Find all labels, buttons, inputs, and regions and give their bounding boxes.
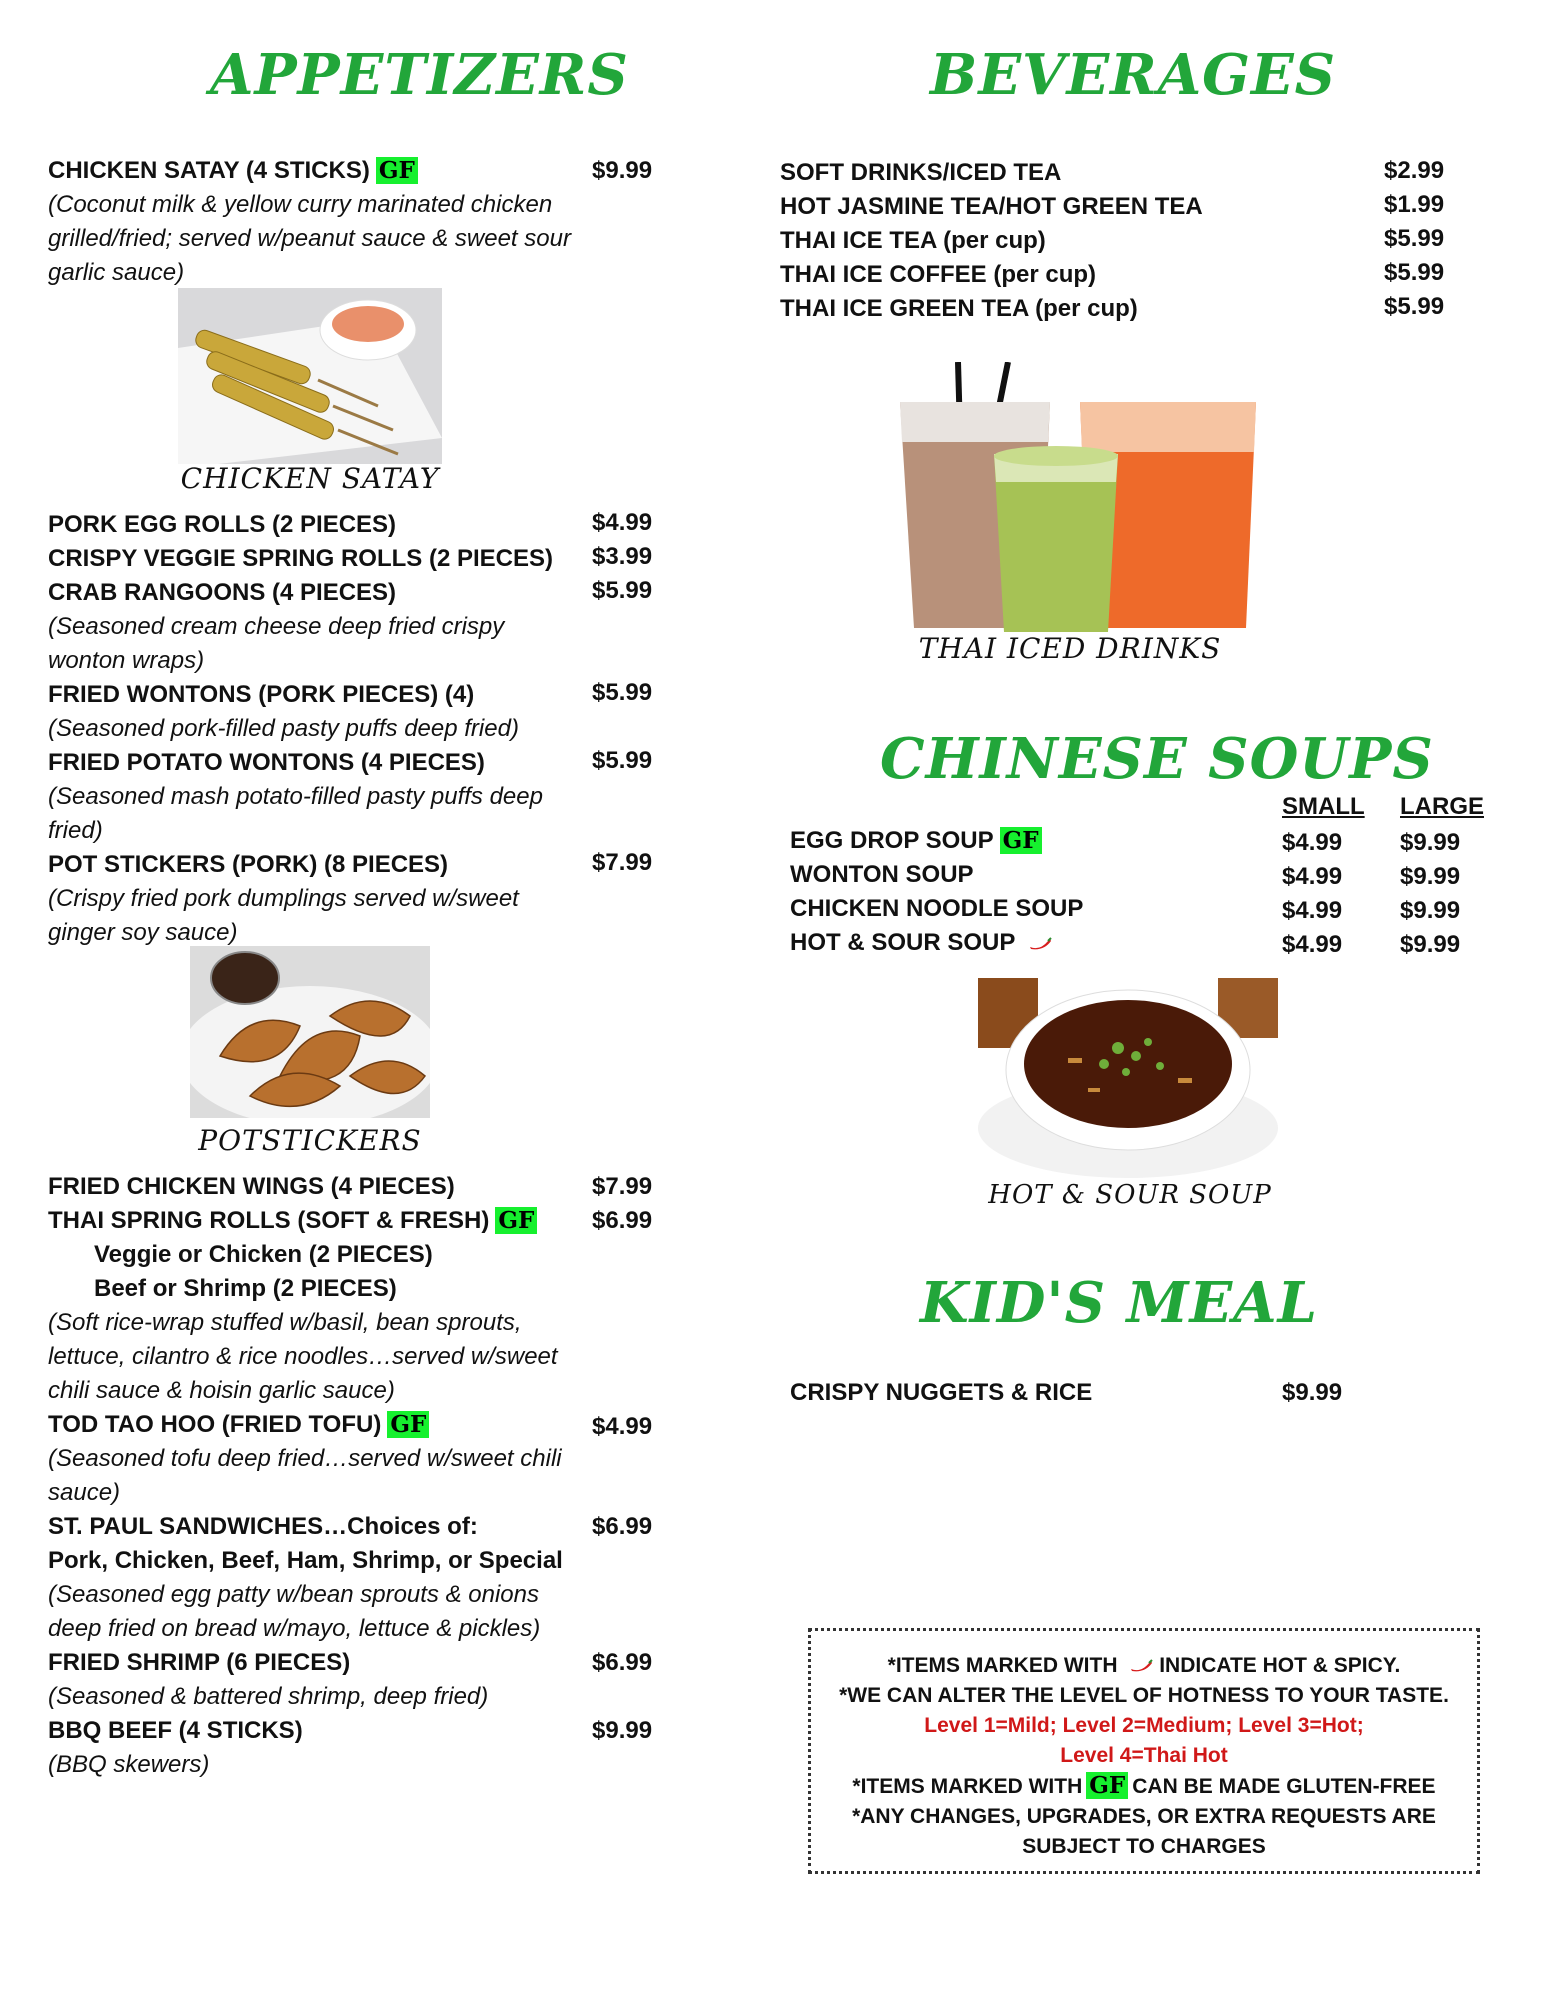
desc-thai-spring-rolls: (Soft rice-wrap stuffed w/basil, bean sprouts, lettuce, cilantro & rice noodles…served w/sweet chili sauce & hoisin garlic sauce): [48, 1309, 558, 1404]
item-thai-spring-rolls: [48, 1204, 537, 1238]
desc-crab-rangoons: (Seasoned cream cheese deep fried crispy wonton wraps): [48, 613, 505, 674]
desc-fried-wontons: (Seasoned pork-filled pasty puffs deep fried): [48, 715, 519, 742]
beverage-price: $1.99: [1384, 191, 1445, 218]
kids-meal-item: CRISPY NUGGETS & RICE: [790, 1379, 1093, 1406]
price-pot-stickers: $7.99: [592, 849, 653, 876]
thai-iced-drinks-image: [890, 362, 1256, 632]
chili-pepper-icon: [1129, 1659, 1153, 1673]
gf-badge: GF: [1086, 1772, 1128, 1799]
caption-potstickers: POTSTICKERS: [198, 1124, 422, 1157]
soup-name: CHICKEN NOODLE SOUP: [790, 895, 1084, 922]
price-chicken-wings: $7.99: [592, 1173, 653, 1200]
heading-kids-meal: KID'S MEAL: [920, 1270, 1319, 1336]
beverage-price: $5.99: [1384, 225, 1445, 252]
soup-large-price: $9.99: [1400, 897, 1461, 924]
price-veggie-spring-rolls: $3.99: [592, 543, 653, 570]
soup-row: [790, 926, 1052, 960]
desc-fried-shrimp: (Seasoned & battered shrimp, deep fried): [48, 1683, 489, 1710]
chili-pepper-icon: [1028, 937, 1052, 951]
option-beef-shrimp: Beef or Shrimp (2 PIECES): [94, 1275, 397, 1302]
item-chicken-wings: FRIED CHICKEN WINGS (4 PIECES): [48, 1173, 455, 1200]
price-fried-wontons: $5.99: [592, 679, 653, 706]
option-veggie-chicken: Veggie or Chicken (2 PIECES): [94, 1241, 433, 1268]
note-hotness: *WE CAN ALTER THE LEVEL OF HOTNESS TO YOUR TASTE.: [839, 1684, 1449, 1707]
beverage-name: SOFT DRINKS/ICED TEA: [780, 159, 1062, 186]
price-chicken-satay: $9.99: [592, 157, 653, 184]
soup-small-price: $4.99: [1282, 863, 1343, 890]
chicken-satay-image: [178, 288, 442, 464]
note-levels: Level 1=Mild; Level 2=Medium; Level 3=Hot;: [924, 1714, 1364, 1737]
potstickers-image: [190, 946, 430, 1118]
soup-small-price: $4.99: [1282, 931, 1343, 958]
item-pot-stickers: POT STICKERS (PORK) (8 PIECES): [48, 851, 449, 878]
soup-small-header: SMALL: [1282, 793, 1365, 820]
gf-badge: GF: [376, 157, 418, 184]
soup-small-price: $4.99: [1282, 829, 1343, 856]
caption-hot-sour-soup: HOT & SOUR SOUP: [988, 1180, 1272, 1210]
item-fried-shrimp: FRIED SHRIMP (6 PIECES): [48, 1649, 351, 1676]
gf-badge: GF: [1000, 827, 1042, 854]
item-veggie-spring-rolls: CRISPY VEGGIE SPRING ROLLS (2 PIECES): [48, 545, 553, 572]
price-tod-tao-hoo: $4.99: [592, 1413, 653, 1440]
caption-thai-iced-drinks: THAI ICED DRINKS: [918, 632, 1222, 665]
beverage-name: THAI ICE COFFEE (per cup): [780, 261, 1097, 288]
desc-potato-wontons: (Seasoned mash potato-filled pasty puffs deep fried): [48, 783, 543, 844]
beverage-price: $2.99: [1384, 157, 1445, 184]
soup-large-price: $9.99: [1400, 931, 1461, 958]
beverage-name: THAI ICE GREEN TEA (per cup): [780, 295, 1138, 322]
item-name: THAI SPRING ROLLS (SOFT & FRESH): [48, 1207, 490, 1234]
desc-st-paul-sandwiches: (Seasoned egg patty w/bean sprouts & onions deep fried on bread w/mayo, lettuce & pickles): [48, 1581, 541, 1642]
note-spicy: *ITEMS MARKED WITH INDICATE HOT & SPICY.: [887, 1654, 1401, 1677]
desc-chicken-satay: (Coconut milk & yellow curry marinated chicken grilled/fried; served w/peanut sauce & sweet sour garlic sauce): [48, 191, 571, 286]
price-crab-rangoons: $5.99: [592, 577, 653, 604]
price-pork-egg-rolls: $4.99: [592, 509, 653, 536]
desc-tod-tao-hoo: (Seasoned tofu deep fried…served w/sweet chili sauce): [48, 1445, 562, 1506]
price-st-paul-sandwiches: $6.99: [592, 1513, 653, 1540]
gf-badge: GF: [495, 1207, 537, 1234]
soup-large-price: $9.99: [1400, 863, 1461, 890]
item-tod-tao-hoo: [48, 1408, 429, 1442]
item-bbq-beef: BBQ BEEF (4 STICKS): [48, 1717, 303, 1744]
price-thai-spring-rolls: $6.99: [592, 1207, 653, 1234]
soup-name: HOT & SOUR SOUP: [790, 929, 1015, 956]
note-charges-2: SUBJECT TO CHARGES: [1022, 1835, 1266, 1858]
price-bbq-beef: $9.99: [592, 1717, 653, 1744]
beverage-name: HOT JASMINE TEA/HOT GREEN TEA: [780, 193, 1203, 220]
beverage-price: $5.99: [1384, 293, 1445, 320]
heading-beverages: BEVERAGES: [930, 42, 1337, 108]
price-potato-wontons: $5.99: [592, 747, 653, 774]
price-fried-shrimp: $6.99: [592, 1649, 653, 1676]
item-crab-rangoons: CRAB RANGOONS (4 PIECES): [48, 579, 397, 606]
soup-small-price: $4.99: [1282, 897, 1343, 924]
soup-name: EGG DROP SOUP: [790, 827, 994, 854]
caption-chicken-satay: CHICKEN SATAY: [180, 462, 440, 495]
heading-chinese-soups: CHINESE SOUPS: [880, 726, 1434, 792]
note-charges: *ANY CHANGES, UPGRADES, OR EXTRA REQUESTS ARE: [852, 1805, 1436, 1828]
desc-bbq-beef: (BBQ skewers): [48, 1751, 210, 1778]
gf-badge: GF: [387, 1411, 429, 1438]
item-name: TOD TAO HOO (FRIED TOFU): [48, 1411, 382, 1438]
note-level-4: Level 4=Thai Hot: [1060, 1744, 1228, 1767]
item-chicken-satay: [48, 154, 418, 188]
soup-large-header: LARGE: [1400, 793, 1484, 820]
st-paul-choices: Pork, Chicken, Beef, Ham, Shrimp, or Special: [48, 1547, 563, 1574]
item-name: CHICKEN SATAY (4 STICKS): [48, 157, 370, 184]
item-potato-wontons: FRIED POTATO WONTONS (4 PIECES): [48, 749, 485, 776]
beverage-price: $5.99: [1384, 259, 1445, 286]
desc-pot-stickers: (Crispy fried pork dumplings served w/sweet ginger soy sauce): [48, 885, 519, 946]
soup-large-price: $9.99: [1400, 829, 1461, 856]
heading-appetizers: APPETIZERS: [210, 42, 629, 108]
item-fried-wontons: FRIED WONTONS (PORK PIECES) (4): [48, 681, 475, 708]
hot-sour-soup-image: [978, 978, 1278, 1178]
item-st-paul-sandwiches: ST. PAUL SANDWICHES…Choices of:: [48, 1513, 478, 1540]
note-gluten-free: *ITEMS MARKED WITH GF CAN BE MADE GLUTEN-FREE: [852, 1772, 1436, 1799]
beverage-name: THAI ICE TEA (per cup): [780, 227, 1046, 254]
notes-box: [808, 1628, 1480, 1874]
soup-row: [790, 824, 1042, 858]
item-pork-egg-rolls: PORK EGG ROLLS (2 PIECES): [48, 511, 397, 538]
kids-meal-price: $9.99: [1282, 1379, 1343, 1406]
soup-name: WONTON SOUP: [790, 861, 974, 888]
